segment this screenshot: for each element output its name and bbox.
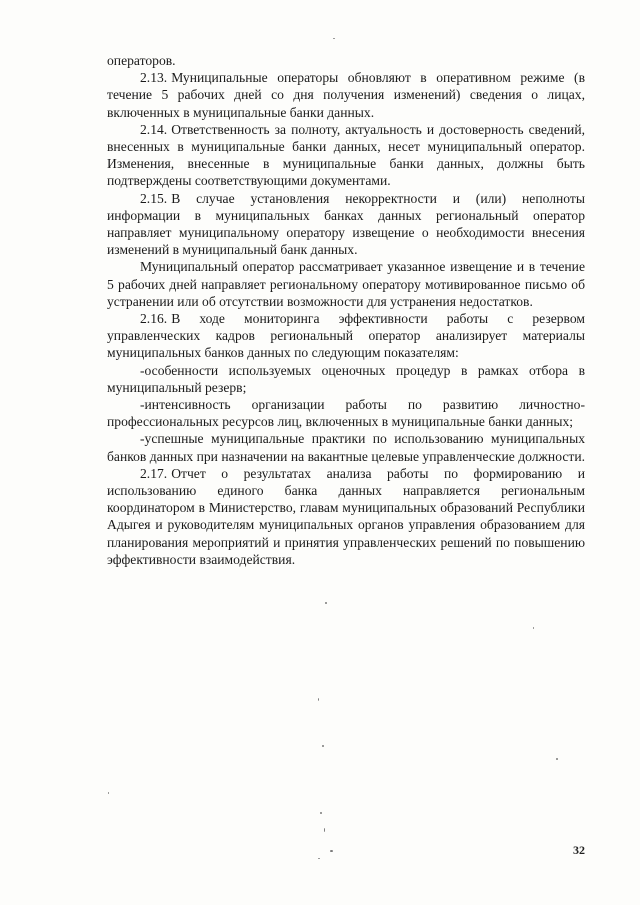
paragraph-continuation [107, 52, 585, 69]
list-item-successful-practices [107, 430, 585, 464]
paragraph-number: 2.17. [140, 465, 168, 481]
list-item-development-intensity [107, 396, 585, 430]
list-item-text: -интенсивность организации работы по развитию личностно-профессиональных ресурсов лиц, включенных в муниципальные банки данных; [107, 397, 585, 430]
scan-speck [322, 745, 324, 747]
list-item-text: -успешные муниципальные практики по использованию муниципальных банков данных при назначении на вакантные целевые управленческие должности. [107, 431, 585, 464]
list-item-text: -особенности используемых оценочных процедур в рамках отбора в муниципальный резерв; [107, 362, 585, 395]
page-number: 32 [573, 843, 585, 857]
paragraph-2-13 [107, 69, 585, 121]
scan-speck [108, 792, 109, 794]
scan-speck [330, 850, 333, 852]
scan-speck [324, 828, 325, 832]
paragraph-2-14 [107, 121, 585, 190]
scan-speck [320, 812, 322, 814]
paragraph-2-15 [107, 190, 585, 259]
scan-speck [318, 858, 320, 859]
scan-speck [325, 602, 327, 604]
paragraph-text: Муниципальные операторы обновляют в оперативном режиме (в течение 5 рабочих дней со дня получения изменений) сведения о лицах, включенных в муниципальные банки данных. [107, 70, 585, 120]
scan-speck [556, 758, 558, 760]
list-item-assessment-procedures [107, 362, 585, 396]
paragraph-number: 2.16. [140, 311, 168, 327]
paragraph-text: операторов. [107, 53, 176, 68]
scan-speck [333, 38, 335, 39]
paragraph-number: 2.14. [140, 121, 168, 137]
paragraph-2-17 [107, 465, 585, 568]
paragraph-2-16 [107, 310, 585, 362]
paragraph-number: 2.15. [140, 190, 168, 206]
paragraph-text: Муниципальный оператор рассматривает указанное извещение и в течение 5 рабочих дней направляет региональному оператору мотивированное письмо об устранении или об отсутствии возможности для устранения недостатков. [107, 259, 585, 309]
paragraph-text: Отчет о результатах анализа работы по формированию и использованию единого банка данных направляется региональным координатором в Министерство, главам муниципальных образований Республики Адыгея и руководителям муниципальных органов управления образованием для планирования мероприятий и принятия управленческих решений по повышению эффективности взаимодействия. [107, 465, 585, 567]
paragraph-text: В ходе мониторинга эффективности работы с резервом управленческих кадров региональный оператор анализирует материалы муниципальных банков данных по следующим показателям: [107, 311, 585, 361]
paragraph-text: В случае установления некорректности и (или) неполноты информации в муниципальных банках данных региональный оператор направляет муниципальному оператору извещение о необходимости внесения изменений в муниципальный банк данных. [107, 190, 585, 258]
scan-speck [318, 698, 319, 701]
paragraph-text: Ответственность за полноту, актуальность и достоверность сведений, внесенных в муниципальные банки данных, несет муниципальный оператор. Изменения, внесенные в муниципальные банки данных, должны быть подтверждены соответствующими документами. [107, 121, 585, 189]
scan-speck [533, 627, 534, 629]
paragraph-number: 2.13. [140, 70, 168, 86]
paragraph-2-15-response [107, 258, 585, 310]
document-body [107, 52, 585, 568]
